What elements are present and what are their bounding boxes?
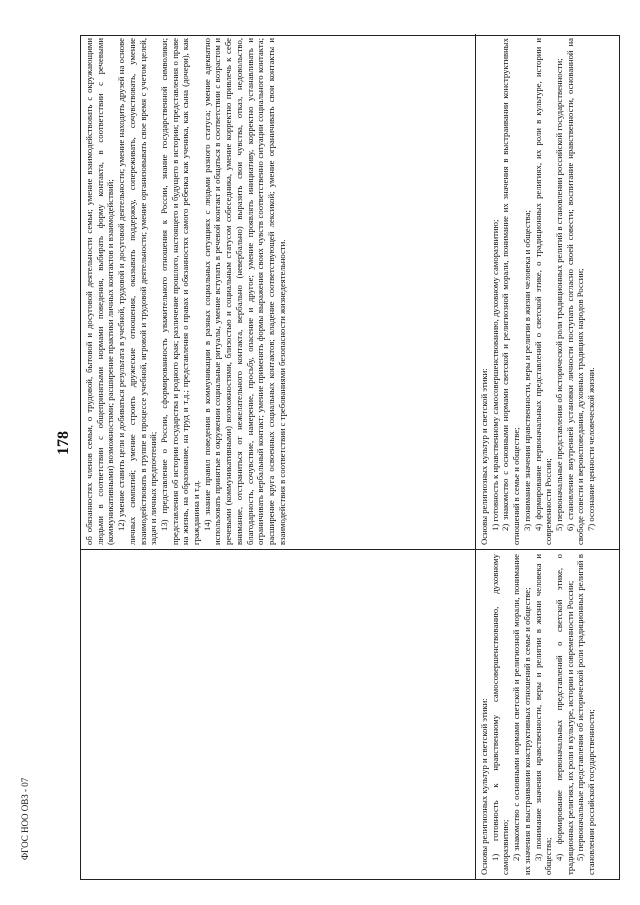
paragraph: 1) готовность к нравственному самосовершенствованию, духовному саморазвитию; <box>489 554 511 875</box>
row2-left-cell <box>476 549 619 879</box>
row1-right-cell <box>81 34 476 549</box>
paragraph: 3) понимание значения нравственности, веры и религии в жизни человека и общества; <box>521 210 532 531</box>
document-footer: ФГОС НОО ОВЗ - 07 <box>20 777 30 860</box>
paragraph: об обязанностях членов семьи, о трудовой, бытовой и досуговой деятельности семьи; умение взаимодействовать с окружающими людьми в соответствии с общепринятыми нормами поведения, выбирать форму контакта, в соответствии с речевыми (коммуникативными) возможностями; расширение практики личных контактов и взаимодействий; <box>84 38 116 545</box>
paragraph: 5) первоначальные представления об исторической роли традиционных религий в становлении российской государственности; <box>575 554 597 875</box>
paragraph: 2) знакомство с основными нормами светской и религиозной морали, понимание их значения в выстраивании конструктивных отношений в семье и обществе; <box>500 38 522 545</box>
paragraph: 4) формирование первоначальных представлений о светской этике, о традиционных религиях, их роли в культуре, истории и современности России; <box>532 38 554 545</box>
section-heading: Основы религиозных культур и светской этики: <box>479 368 489 545</box>
paragraph: 3) понимание значения нравственности, веры и религии в жизни человека и общества; <box>532 554 554 875</box>
paragraph: 13) представление о России, сформированность уважительного отношения к России, знание государственной символики; представления об истории государства и родного края; различение прошлого, настоящего и будущего в истории; представления о праве на жизнь, на образование, на труд и т.д.; представления о правах и обязанностях самого ребенка как ученика, как сына (дочери), как гражданина и т.д. <box>158 38 202 545</box>
paragraph: 12) умение ставить цели и добиваться результата в учебной, трудовой и досуговой деятельности; умение находить друзей на основе личных симпатий; умение строить дружеские отношения, оказывать поддержку, сопереживать, сочувствовать, умение взаимодействовать в группе в процессе учебной, игровой и трудовой деятельности; умение организовывать свое время с учетом целей, задач и личных предпочтений; <box>116 38 159 545</box>
paragraph: 7) осознание ценности человеческой жизни. <box>586 367 597 531</box>
section-heading: Основы религиозных культур и светской этики: <box>479 698 489 875</box>
paragraph: 14) знание правил поведения в коммуникации в разных социальных ситуациях с людьми разного статуса; умение адекватно использовать принятые в окружении социальные ритуалы, умение вступать в речевой контакт и общаться в соответствии с возрастом и речевыми (коммуникативными) возможностями, близостью и социальным статусом собеседника, умение корректно привлечь к себе внимание, отстраниться от нежелательного контакта, вербально (невербально) выразить свои чувства, отказ, недовольство, благодарность, сочувствие, намерение, просьбу, опасение и другое; умение проявлять инициативу, корректно устанавливать и ограничивать вербальный контакт; умение применять формы выражения своих чувств соответственно ситуации социального контакта; расширение круга освоенных социальных контактов; владение соответствующей лексикой; умение ограничивать свои контакты и взаимодействия в соответствии с требованиями безопасности жизнедеятельности. <box>201 38 287 545</box>
paragraph: 5) первоначальные представления об исторической роли традиционных религий в становлении российской государственности; <box>553 58 564 531</box>
paragraph: 6) становление внутренней установки личности поступать согласно своей совести; воспитание нравственности, основанной на свободе совести и вероисповедания, духовных традициях народов России; <box>564 38 586 545</box>
row2-right-cell <box>476 34 619 549</box>
paragraph: 4) формирование первоначальных представлений о светской этике, о традиционных религиях, их роли в культуре, истории и современности России; <box>553 554 575 875</box>
row1-left-cell <box>81 549 476 879</box>
paragraph: 2) знакомство с основными нормами светской и религиозной морали, понимание их значения в выстраивании конструктивных отношений в семье и обществе; <box>511 554 532 875</box>
requirements-table <box>80 35 620 880</box>
rotated-page-content <box>80 35 620 880</box>
paragraph: 1) готовность к нравственному самосовершенствованию, духовному саморазвитию; <box>489 219 500 531</box>
page-number: 178 <box>55 431 72 455</box>
